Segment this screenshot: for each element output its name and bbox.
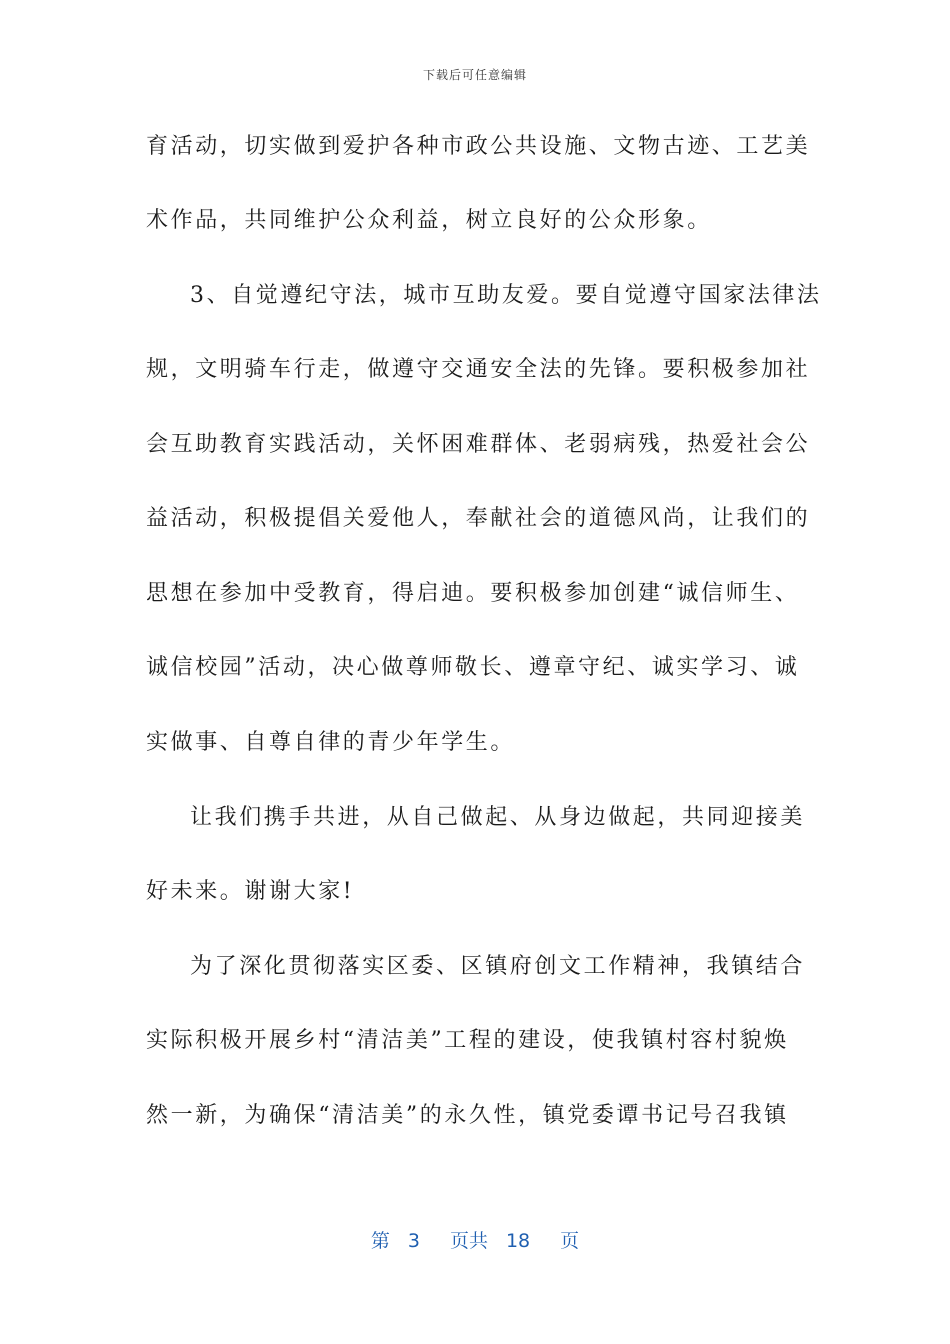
text-line: 让我们携手共进，从自己做起、从身边做起，共同迎接美 bbox=[190, 805, 806, 830]
text-line: 然一新，为确保“清洁美”的永久性，镇党委谭书记号召我镇 bbox=[146, 1103, 789, 1128]
header-note: 下载后可任意编辑 bbox=[422, 68, 527, 82]
current-page-number: 3 bbox=[407, 1230, 420, 1252]
text-line: 术作品，共同维护公众利益，树立良好的公众形象。 bbox=[146, 208, 712, 233]
text-line: 好未来。谢谢大家! bbox=[146, 879, 355, 904]
footer-prefix: 第 bbox=[370, 1230, 390, 1252]
text-line: 会互助教育实践活动，关怀困难群体、老弱病残，热爱社会公 bbox=[146, 432, 811, 457]
page-footer bbox=[0, 1226, 950, 1253]
text-line: 3、自觉遵纪守法，城市互助友爱。要自觉遵守国家法律法 bbox=[190, 283, 822, 308]
text-line: 益活动，积极提倡关爱他人，奉献社会的道德风尚，让我们的 bbox=[146, 506, 811, 531]
text-line: 育活动，切实做到爱护各种市政公共设施、文物古迹、工艺美 bbox=[146, 134, 811, 159]
text-line: 实做事、自尊自律的青少年学生。 bbox=[146, 730, 516, 755]
text-line: 实际积极开展乡村“清洁美”工程的建设，使我镇村容村貌焕 bbox=[146, 1028, 789, 1053]
total-pages-number: 18 bbox=[505, 1230, 531, 1252]
footer-suffix: 页 bbox=[560, 1230, 580, 1252]
text-line: 规，文明骑车行走，做遵守交通安全法的先锋。要积极参加社 bbox=[146, 357, 811, 382]
text-line: 诚信校园”活动，决心做尊师敬长、遵章守纪、诚实学习、诚 bbox=[146, 655, 800, 680]
footer-middle: 页共 bbox=[449, 1230, 488, 1252]
text-line: 思想在参加中受教育，得启迪。要积极参加创建“诚信师生、 bbox=[146, 581, 800, 606]
text-line: 为了深化贯彻落实区委、区镇府创文工作精神，我镇结合 bbox=[190, 954, 806, 979]
